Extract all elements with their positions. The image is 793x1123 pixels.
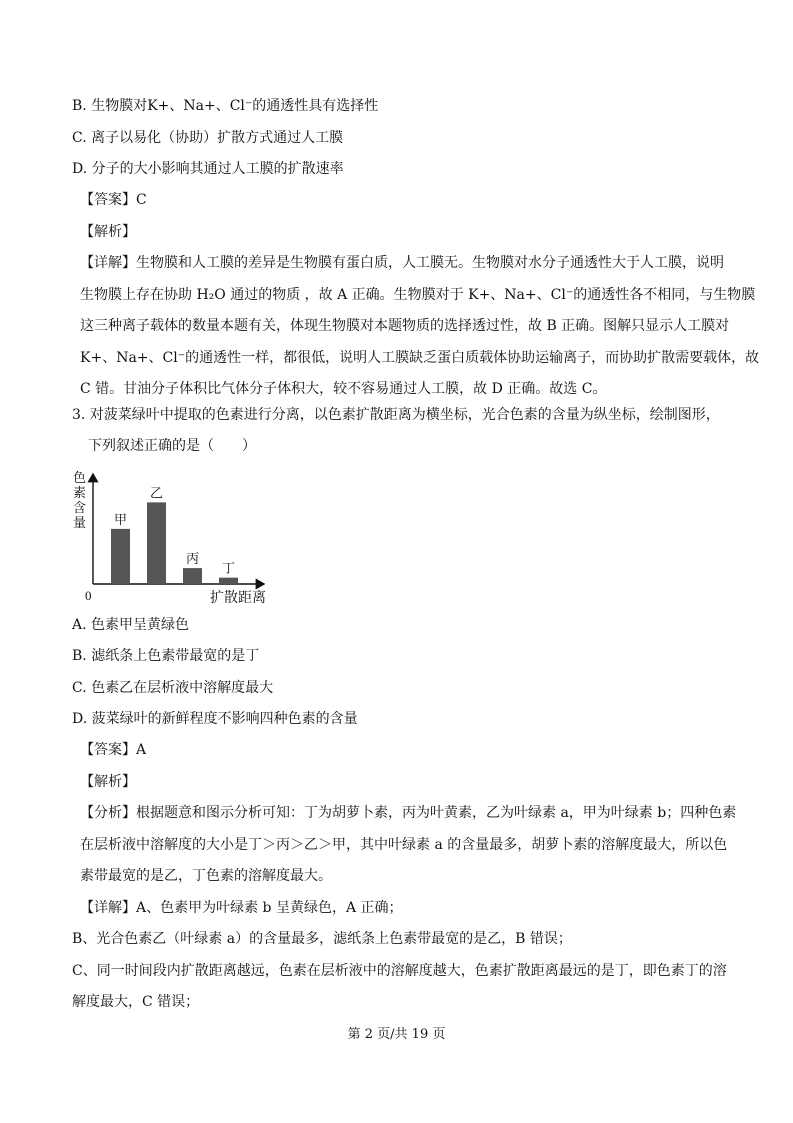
y-axis-label-char: 量 — [73, 515, 87, 530]
detail-q3-line: 解度最大，C 错误； — [72, 994, 200, 1010]
detail-q2-line: 【详解】生物膜和人工膜的差异是生物膜有蛋白质，人工膜无。生物膜对水分子通透性大于人工膜，说明 — [80, 255, 724, 271]
detail-q2-line: 生物膜上存在协助 H₂O 通过的物质 ，故 A 正确。生物膜对于 K+、Na+、Cl⁻的通透性各不相同，与生物膜 — [80, 286, 756, 303]
x-axis-label: 扩散距离 — [210, 591, 266, 606]
bar-label-甲: 甲 — [113, 511, 128, 527]
option-a-q3: A. 色素甲呈黄绿色 — [72, 617, 190, 633]
bar-label-丁: 丁 — [221, 560, 236, 576]
option-d-q3: D. 菠菜绿叶的新鲜程度不影响四种色素的含量 — [72, 711, 358, 727]
y-axis-label — [73, 470, 86, 530]
detail-q3-line: B、光合色素乙（叶绿素 a）的含量最多，滤纸条上色素带最宽的是乙，B 错误； — [72, 931, 572, 947]
analysis-label-q2: 【解析】 — [80, 224, 136, 240]
option-b-q3: B. 滤纸条上色素带最宽的是丁 — [72, 648, 260, 664]
detail-q2-line: 这三种离子载体的数量本题有关，体现生物膜对本题物质的选择透过性，故 B 正确。图解只显示人工膜对 — [80, 318, 730, 334]
detail-q2-line: C 错。甘油分子体积比气体分子体积大，较不容易通过人工膜，故 D 正确。故选 C。 — [80, 381, 607, 397]
detail-q3-line: C、同一时间段内扩散距离越远，色素在层析液中的溶解度越大，色素扩散距离最远的是丁，即色素丁的溶 — [72, 962, 727, 979]
origin-label: 0 — [85, 588, 92, 603]
answer-q3: 【答案】A — [80, 742, 147, 758]
bar-甲 — [111, 529, 130, 584]
analysis-q3-line: 素带最宽的是乙，丁色素的溶解度最大。 — [80, 868, 332, 884]
pigment-chart — [66, 468, 276, 608]
answer-q2: 【答案】C — [80, 192, 147, 208]
bar-label-乙: 乙 — [149, 485, 164, 501]
bar-label-丙: 丙 — [185, 551, 200, 567]
y-axis-label-char: 色 — [73, 470, 87, 485]
option-b-q2: B. 生物膜对K+、Na+、Cl⁻的通透性具有选择性 — [72, 98, 379, 114]
page-footer: 第 2 页/共 19 页 — [347, 1027, 446, 1042]
detail-q3-line: 【详解】A、色素甲为叶绿素 b 呈黄绿色，A 正确； — [80, 900, 403, 916]
analysis-q3-line: 在层析液中溶解度的大小是丁＞丙＞乙＞甲，其中叶绿素 a 的含量最多，胡萝卜素的溶解度最大，所以色 — [80, 836, 728, 853]
bar-丙 — [183, 568, 202, 584]
question-q3-line1: 3. 对菠菜绿叶中提取的色素进行分离，以色素扩散距离为横坐标，光合色素的含量为纵坐标，绘制图形， — [72, 407, 720, 423]
option-c-q2: C. 离子以易化（协助）扩散方式通过人工膜 — [72, 130, 344, 146]
option-d-q2: D. 分子的大小影响其通过人工膜的扩散速率 — [72, 161, 344, 177]
option-c-q3: C. 色素乙在层析液中溶解度最大 — [72, 680, 274, 696]
detail-q2 — [80, 248, 760, 406]
bar-乙 — [147, 502, 166, 584]
analysis-label-q3: 【解析】 — [80, 774, 136, 790]
detail-q3-rest — [72, 924, 727, 1019]
y-axis-label-char: 含 — [73, 500, 87, 515]
analysis-q3-line: 【分析】根据题意和图示分析可知：丁为胡萝卜素，丙为叶黄素，乙为叶绿素 a，甲为叶绿素 b；四种色素 — [80, 805, 737, 821]
y-axis-label-char: 素 — [73, 485, 87, 500]
pigment-chart-svg — [66, 468, 276, 608]
question-q3-line2: 下列叙述正确的是（ ） — [88, 438, 256, 454]
analysis-q3 — [80, 798, 737, 893]
detail-q3 — [80, 893, 730, 925]
bar-丁 — [219, 578, 238, 584]
detail-q2-line: K+、Na+、Cl⁻的通透性一样，都很低，说明人工膜缺乏蛋白质载体协助运输离子，而协助扩散需要载体，故 — [80, 349, 760, 366]
